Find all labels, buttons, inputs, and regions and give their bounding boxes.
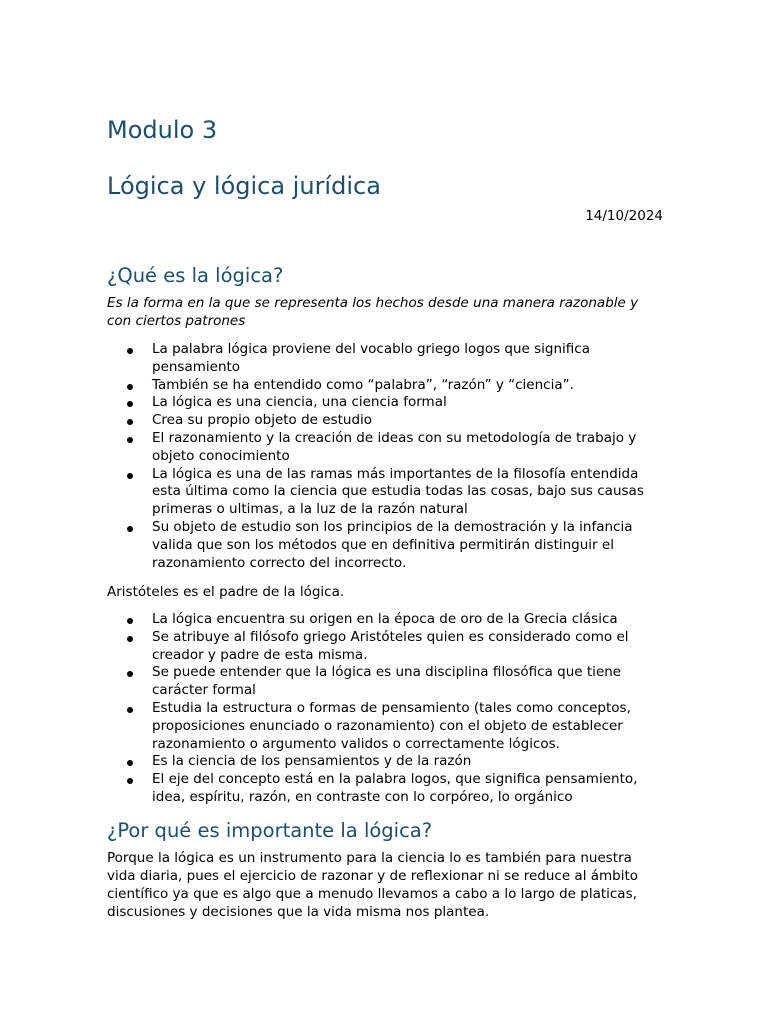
- list-item-text: La palabra lógica proviene del vocablo griego logos que significa pensamiento: [152, 341, 591, 375]
- list-item-text: El razonamiento y la creación de ideas con su metodología de trabajo y objeto conocimiento: [152, 429, 637, 464]
- bullet-list-1: [107, 341, 663, 572]
- section-heading-que-es: ¿Qué es la lógica?: [107, 264, 284, 287]
- list-item-text: La lógica es una ciencia, una ciencia formal: [152, 394, 447, 411]
- bullet-icon: [127, 401, 133, 407]
- document-date: 14/10/2024: [585, 208, 663, 224]
- list-item: [107, 519, 663, 572]
- list-item-text: La lógica es una de las ramas más importantes de la filosofía entendida esta última como la ciencia que estudia todas las cosas, bajo sus causas primeras o ultimas, a la luz de la razón natural: [152, 465, 644, 518]
- list-item: [107, 394, 663, 412]
- module-title: Modulo 3: [107, 116, 218, 144]
- list-item-text: Su objeto de estudio son los principios de la demostración y la infancia valida que son los métodos que en definitiva permitirán distinguir el razonamiento correcto del incorrecto.: [152, 518, 633, 571]
- bullet-icon: [127, 760, 133, 766]
- bullet-icon: [127, 618, 133, 624]
- list-item: [107, 700, 663, 753]
- bullet-icon: [127, 526, 133, 532]
- list-item: [107, 412, 663, 430]
- list-item-text: Se puede entender que la lógica es una disciplina filosófica que tiene carácter formal: [152, 664, 622, 699]
- list-item-text: Crea su propio objeto de estudio: [152, 412, 373, 429]
- bullet-icon: [127, 671, 133, 677]
- bullet-icon: [127, 348, 133, 354]
- list-item: [107, 466, 663, 519]
- list-item-text: Es la ciencia de los pensamientos y de la razón: [152, 753, 472, 770]
- list-item-text: El eje del concepto está en la palabra logos, que significa pensamiento, idea, espíritu, razón, en contraste con lo corpóreo, lo orgánico: [152, 771, 638, 805]
- aristotle-paragraph: Aristóteles es el padre de la lógica.: [107, 584, 345, 600]
- section-body: Porque la lógica es un instrumento para la ciencia lo es también para nuestra vida diaria, pues el ejercicio de razonar y de reflexionar ni se reduce al ámbito científico ya que es algo que a menudo llevamos a cabo a lo largo de platicas, discusiones y decisiones que la vida misma nos plantea.: [107, 850, 639, 920]
- bullet-icon: [127, 707, 133, 713]
- section-intro: Es la forma en la que se representa los hechos desde una manera razonable y con ciertos patrones: [107, 295, 639, 329]
- bullet-icon: [127, 636, 133, 642]
- list-item: [107, 611, 663, 629]
- bullet-icon: [127, 384, 133, 390]
- list-item-text: Se atribuye al filósofo griego Aristóteles quien es considerado como el creador y padre de esta misma.: [152, 628, 629, 663]
- bullet-icon: [127, 778, 133, 784]
- list-item-text: También se ha entendido como “palabra”, “razón” y “ciencia”.: [152, 376, 574, 393]
- list-item: [107, 771, 663, 807]
- list-item: [107, 341, 663, 377]
- list-item: [107, 629, 663, 665]
- list-item: [107, 430, 663, 466]
- bullet-icon: [127, 419, 133, 425]
- bullet-icon: [127, 437, 133, 443]
- list-item: [107, 377, 663, 395]
- list-item: [107, 664, 663, 700]
- list-item: [107, 753, 663, 771]
- list-item-text: Estudia la estructura o formas de pensamiento (tales como conceptos, proposiciones enunciado o razonamiento) con el objeto de establecer razonamiento o argumento validos o correctamente lógicos.: [152, 699, 631, 752]
- section-heading-por-que: ¿Por qué es importante la lógica?: [107, 819, 433, 842]
- list-item-text: La lógica encuentra su origen en la época de oro de la Grecia clásica: [152, 611, 618, 627]
- bullet-list-2: [107, 611, 663, 807]
- document-title: Lógica y lógica jurídica: [107, 172, 381, 200]
- bullet-icon: [127, 473, 133, 479]
